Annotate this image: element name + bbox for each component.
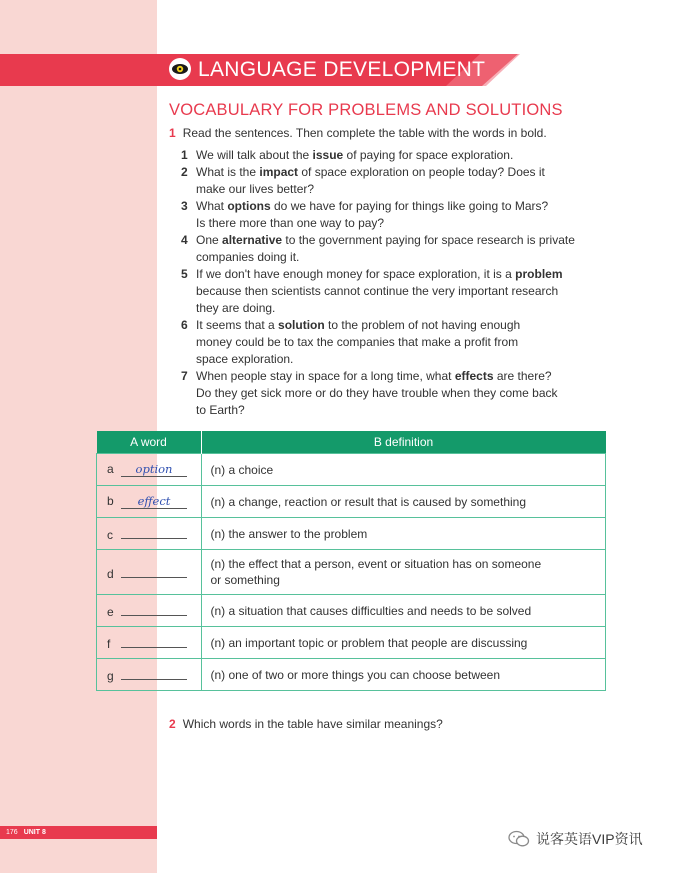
- sentence-line: [196, 232, 611, 249]
- row-letter: a: [107, 462, 114, 476]
- answer-blank[interactable]: [121, 602, 187, 616]
- sentence-text: to the problem of not having enough: [324, 318, 521, 332]
- definition-cell: [201, 659, 606, 691]
- sentence-item: [181, 266, 611, 317]
- page-number: 176: [6, 829, 18, 836]
- unit-label: UNIT 8: [23, 829, 46, 836]
- definition-cell: [201, 518, 606, 550]
- row-letter: f: [107, 637, 111, 651]
- bold-keyword: alternative: [222, 233, 283, 247]
- sentence-number: 2: [181, 165, 188, 179]
- sentence-line: [196, 385, 611, 402]
- sentence-line: [196, 249, 611, 266]
- bold-keyword: effects: [454, 369, 494, 383]
- vocabulary-table-container: [96, 431, 606, 696]
- sentence-line: [196, 351, 611, 368]
- sentence-line: [196, 147, 611, 164]
- sentence-text: What: [196, 199, 228, 213]
- eye-icon: [168, 57, 192, 81]
- wechat-icon: [508, 830, 530, 848]
- definition-text: (n) a situation that causes difficulties and needs to be solved: [210, 603, 532, 618]
- table-row: [97, 595, 606, 627]
- sentence-number: 7: [181, 369, 188, 383]
- row-letter: e: [107, 605, 114, 619]
- bold-keyword: solution: [278, 318, 325, 332]
- definition-text: (n) the answer to the problem: [210, 526, 368, 541]
- sentence-text: they are doing.: [196, 301, 276, 315]
- table-row: [97, 454, 606, 486]
- sentence-text: to the government paying for space research is private: [282, 233, 575, 247]
- sentence-line: [196, 181, 611, 198]
- sentence-text: do we have for paying for things like going to Mars?: [270, 199, 549, 213]
- sentence-text: companies doing it.: [196, 250, 300, 264]
- instruction-text: Which words in the table have similar meanings?: [182, 717, 443, 731]
- sentence-text: of paying for space exploration.: [343, 148, 514, 162]
- sentence-text: of space exploration on people today? Does it: [298, 165, 545, 179]
- sentence-line: [196, 198, 611, 215]
- answer-blank[interactable]: [121, 666, 187, 680]
- definition-cell: [201, 486, 606, 518]
- definition-text: or something: [210, 573, 280, 587]
- sentence-item: [181, 147, 611, 164]
- table-row: [97, 518, 606, 550]
- word-cell: [97, 486, 202, 518]
- sentence-item: [181, 368, 611, 419]
- sentence-line: [196, 164, 611, 181]
- sentence-text: What is the: [196, 165, 260, 179]
- definition-text: (n) the effect that a person, event or situation has on someone: [210, 557, 542, 571]
- sentence-text: If we don't have enough money for space exploration, it is a: [196, 267, 516, 281]
- banner-title: LANGUAGE DEVELOPMENT: [198, 58, 486, 81]
- answer-blank[interactable]: option: [121, 463, 187, 477]
- sentence-text: Is there more than one way to pay?: [196, 216, 385, 230]
- sentence-number: 6: [181, 318, 188, 332]
- section-heading: VOCABULARY FOR PROBLEMS AND SOLUTIONS: [169, 101, 563, 119]
- sentence-line: [196, 266, 611, 283]
- table-header-row: [97, 431, 606, 454]
- sentence-item: [181, 164, 611, 198]
- instruction-text: Read the sentences. Then complete the table with the words in bold.: [182, 126, 547, 140]
- sentence-text: because then scientists cannot continue the very important research: [196, 284, 559, 298]
- word-cell: [97, 659, 202, 691]
- exercise-2-instruction: [169, 716, 443, 733]
- answer-blank[interactable]: [121, 525, 187, 539]
- row-letter: d: [107, 566, 114, 581]
- definition-text: (n) a choice: [210, 462, 274, 477]
- sentence-line: [196, 368, 611, 385]
- sentence-text: It seems that a: [196, 318, 279, 332]
- sentence-line: [196, 215, 611, 232]
- sentence-line: [196, 300, 611, 317]
- definition-cell: [201, 550, 606, 595]
- vocabulary-table: [96, 431, 606, 691]
- word-cell: [97, 627, 202, 659]
- exercise-number: 2: [169, 717, 176, 731]
- word-cell: [97, 550, 202, 595]
- watermark-text: 说客英语VIP资讯: [536, 831, 643, 847]
- definition-text: (n) an important topic or problem that people are discussing: [210, 635, 528, 650]
- sentence-line: [196, 283, 611, 300]
- sentence-text: When people stay in space for a long time, what: [196, 369, 455, 383]
- column-header-word: A word: [97, 431, 202, 454]
- row-letter: c: [107, 528, 113, 542]
- exercise-number: 1: [169, 126, 176, 140]
- sentence-line: [196, 334, 611, 351]
- sentence-number: 3: [181, 199, 188, 213]
- sentence-number: 5: [181, 267, 188, 281]
- sentence-text: Do they get sick more or do they have trouble when they come back: [196, 386, 558, 400]
- definition-text: (n) one of two or more things you can choose between: [210, 667, 500, 682]
- sentence-item: [181, 198, 611, 232]
- sentence-text: make our lives better?: [196, 182, 315, 196]
- definition-text: (n) a change, reaction or result that is caused by something: [210, 494, 527, 509]
- definition-cell: [201, 454, 606, 486]
- table-row: [97, 550, 606, 595]
- word-cell: [97, 595, 202, 627]
- bold-keyword: impact: [259, 165, 299, 179]
- sentence-text: One: [196, 233, 223, 247]
- sentence-number: 4: [181, 233, 188, 247]
- sentence-text: are there?: [493, 369, 552, 383]
- answer-blank[interactable]: [121, 564, 187, 578]
- sentence-number: 1: [181, 148, 188, 162]
- table-row: [97, 659, 606, 691]
- sentence-line: [196, 317, 611, 334]
- answer-blank[interactable]: [121, 634, 187, 648]
- sentence-text: to Earth?: [196, 403, 245, 417]
- sentence-text: We will talk about the: [196, 148, 313, 162]
- exercise-1-instruction: [169, 125, 547, 142]
- answer-blank[interactable]: effect: [121, 495, 187, 509]
- sentence-item: [181, 317, 611, 368]
- sentence-text: money could be to tax the companies that make a profit from: [196, 335, 519, 349]
- bold-keyword: issue: [312, 148, 344, 162]
- definition-cell: [201, 627, 606, 659]
- word-cell: [97, 454, 202, 486]
- sentence-text: space exploration.: [196, 352, 294, 366]
- table-row: [97, 486, 606, 518]
- footer: [6, 827, 46, 838]
- row-letter: g: [107, 669, 114, 683]
- sentence-item: [181, 232, 611, 266]
- table-row: [97, 627, 606, 659]
- sentence-line: [196, 402, 611, 419]
- bold-keyword: options: [227, 199, 271, 213]
- column-header-definition: B definition: [201, 431, 606, 454]
- word-cell: [97, 518, 202, 550]
- row-letter: b: [107, 494, 114, 508]
- sentence-list: [181, 147, 611, 419]
- definition-cell: [201, 595, 606, 627]
- bold-keyword: problem: [515, 267, 563, 281]
